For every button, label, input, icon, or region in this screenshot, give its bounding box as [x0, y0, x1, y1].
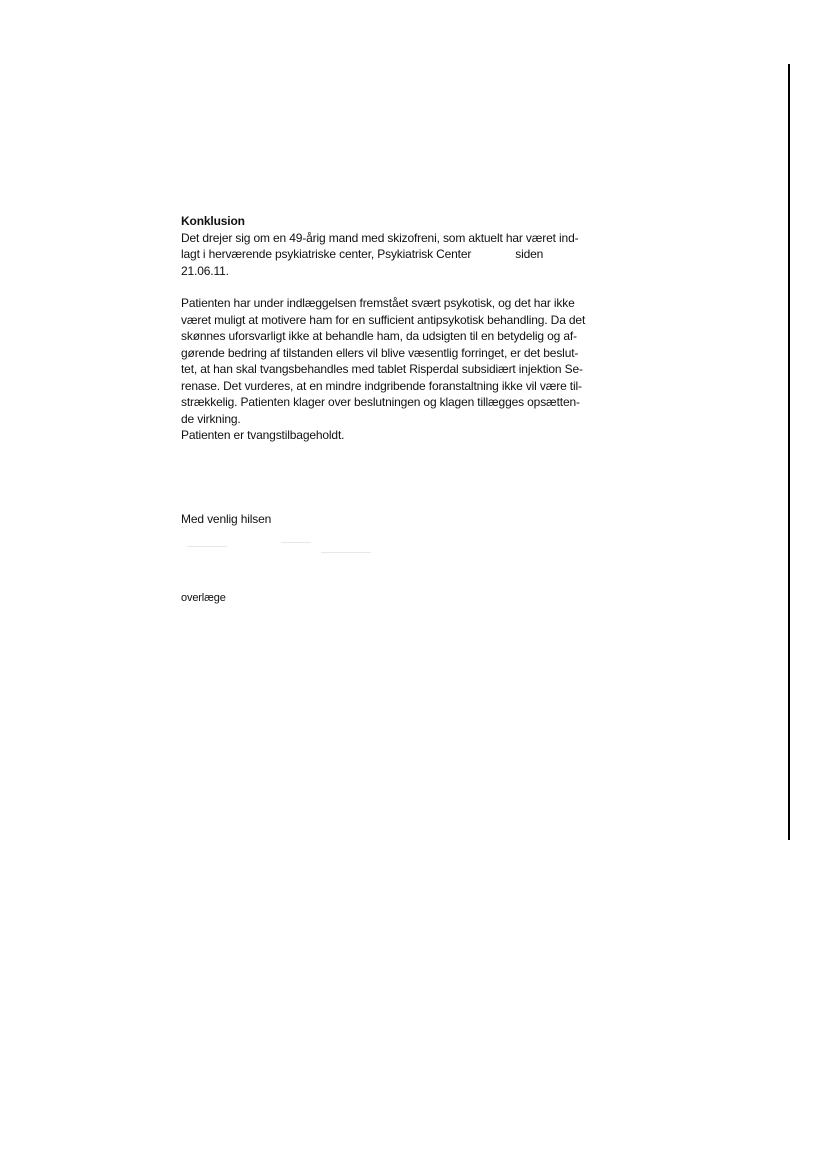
paragraph-1-line-1: Det drejer sig om en 49-årig mand med skizofreni, som aktuelt har været ind- — [181, 230, 579, 245]
paragraph-gap — [181, 279, 621, 295]
paragraph-1-line-2-end: siden — [515, 247, 544, 261]
signer-title: overlæge — [181, 592, 226, 604]
paragraph-1-line-3: 21.06.11. — [181, 263, 229, 278]
paragraph-2-line-8: de virkning. — [181, 411, 241, 426]
section-heading: Konklusion — [181, 214, 245, 228]
paragraph-2-line-2: været muligt at motivere ham for en sufficient antipsykotisk behandling. Da det — [181, 312, 586, 327]
redacted-signature — [181, 536, 381, 576]
paragraph-2-line-6: renase. Det vurderes, at en mindre indgribende foranstaltning ikke vil være til- — [181, 378, 582, 393]
closing-greeting: Med venlig hilsen — [181, 512, 272, 526]
paragraph-1-line-2 — [181, 246, 621, 263]
paragraph-2-line-4: gørende bedring af tilstanden ellers vil blive væsentlig forringet, er det beslut- — [181, 345, 579, 360]
paragraph-1-line-2-text: lagt i herværende psykiatriske center, Psykiatrisk Center — [181, 247, 472, 261]
paragraph-2-line-1: Patienten har under indlæggelsen fremstået svært psykotisk, og det har ikke — [181, 296, 575, 310]
page-edge-line — [788, 64, 790, 840]
paragraph-2-line-3: skønnes uforsvarligt ikke at behandle ham, da udsigten til en betydelig og af- — [181, 329, 577, 343]
paragraph-2-line-5: tet, at han skal tvangsbehandles med tablet Risperdal subsidiært injektion Se- — [181, 362, 583, 376]
paragraph-2-line-7: strækkelig. Patienten klager over beslutningen og klagen tillægges opsætten- — [181, 395, 580, 409]
final-line: Patienten er tvangstilbageholdt. — [181, 428, 345, 442]
document-body — [181, 213, 621, 444]
